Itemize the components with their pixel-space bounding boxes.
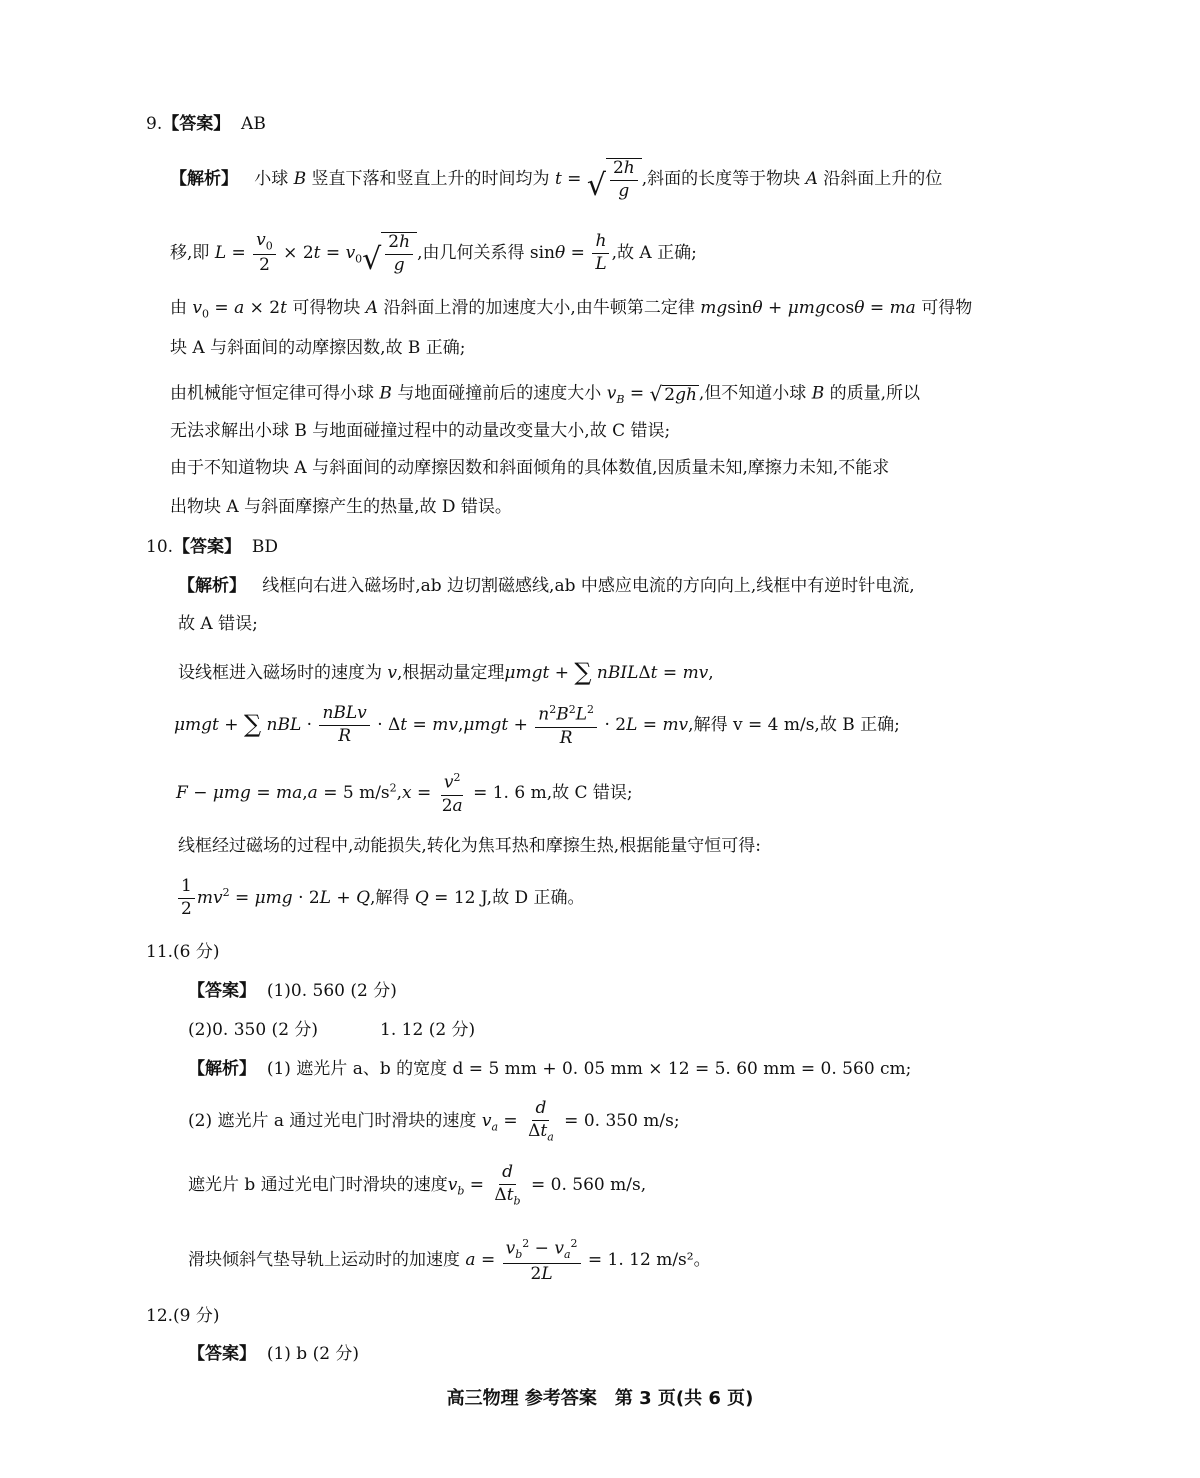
q12-answer-line-1 xyxy=(188,1346,359,1363)
q10-text: ,故 C 错误; xyxy=(546,783,633,804)
q10-formula-half: $\frac{1}{2}$ xyxy=(178,878,195,919)
q11-formula-a: $\frac{v_b^2 - v_a^2}{2L}$ xyxy=(503,1238,581,1283)
q11-text: 遮光片 b 通过光电门时滑块的速度 xyxy=(188,1174,448,1195)
q9-formula-vB: √ 2gh xyxy=(649,382,697,406)
q12-header xyxy=(146,1308,220,1325)
q10-text: 线框向右进入磁场时,ab 边切割磁感线,ab 中感应电流的方向向上,线框中有逆时针电流, xyxy=(262,576,915,596)
q9-number: 9. xyxy=(146,114,163,134)
q10-number: 10. xyxy=(146,537,174,557)
q11-formula-va: d $\Delta t_a$ xyxy=(528,1098,554,1144)
q9-text: 由 xyxy=(170,298,187,318)
q11-analysis-line-1 xyxy=(188,1061,911,1078)
q11-text: 滑块倾斜气垫导轨上运动时的加速度 xyxy=(188,1250,460,1271)
q9-text: 与地面碰撞前后的速度大小 xyxy=(397,383,602,404)
q9-text: 小球 xyxy=(254,168,289,189)
q11-header xyxy=(146,944,220,961)
q9-analysis-line-6: 无法求解出小球 B 与地面碰撞过程中的动量改变量大小,故 C 错误; xyxy=(170,421,671,441)
q11-text: = 1. 12 m/s²。 xyxy=(587,1250,711,1271)
page-footer: 高三物理 参考答案 第 3 页(共 6 页) xyxy=(446,1388,754,1409)
q9-formula-t: √ $\frac{2h}{g}$ xyxy=(587,158,642,201)
q11-score: (6 分) xyxy=(173,942,220,962)
q9-analysis-tag: 【解析】 xyxy=(170,168,238,189)
q9-analysis-line-3: 由 $v_0 = a \times 2t$ 可得物块 A 沿斜面上滑的加速度大小,由牛顿第二定律 mgsinθ + μmgcosθ = ma 可得物 xyxy=(170,298,973,321)
q10-analysis-line-5: F − μmg = ma,a = 5 $m/s^2,x$ = $\frac{v^2}{2a}$ = 1. 6 m,故 C 错误; xyxy=(176,771,633,816)
q10-text: ,故 D 正确。 xyxy=(486,887,585,908)
q9-analysis-line-8: 出物块 A 与斜面摩擦产生的热量,故 D 错误。 xyxy=(170,497,512,517)
q9-analysis-line-1: 【解析】 小球 B 竖直下落和竖直上升的时间均为 t = √ $\frac{2h}{g}$ ,斜面的长度等于物块 A 沿斜面上升的位 xyxy=(170,158,943,203)
q9-formula-h-over-L: $\frac{h}{L}$ xyxy=(592,233,609,274)
q11-analysis-line-3: 遮光片 b 通过光电门时滑块的速度$v_b$ = d $\Delta t_b$ = 0. 560 m/s, xyxy=(188,1162,647,1208)
q9-analysis-line-7: 由于不知道物块 A 与斜面间的动摩擦因数和斜面倾角的具体数值,因质量未知,摩擦力未知,不能求 xyxy=(170,458,890,478)
q10-answer-tag: 【答案】 xyxy=(173,537,242,557)
q10-analysis-line-2: 故 A 错误; xyxy=(178,614,258,634)
q9-answer-tag: 【答案】 xyxy=(162,114,231,134)
q11-answer-tag: 【答案】 xyxy=(188,981,256,1001)
q11-text: (2) 遮光片 a 通过光电门时滑块的速度 xyxy=(188,1110,477,1131)
q11-answer-line-1 xyxy=(188,983,397,1000)
q9-text: 沿斜面上滑的加速度大小,由牛顿第二定律 xyxy=(383,298,695,318)
q10-text: ,解得 xyxy=(370,887,410,908)
q11-text: = 0. 560 m/s, xyxy=(531,1174,647,1195)
q9-text: ,但不知道小球 xyxy=(698,383,807,404)
q11-answer-2: (2)0. 350 (2 分) xyxy=(188,1020,319,1040)
q10-analysis-line-6: 线框经过磁场的过程中,动能损失,转化为焦耳热和摩擦生热,根据能量守恒可得: xyxy=(178,836,761,856)
q10-text: 设线框进入磁场时的速度为 xyxy=(178,663,382,683)
q12-answer-tag: 【答案】 xyxy=(188,1344,256,1364)
q10-answer-value: BD xyxy=(251,537,278,557)
q10-answer-line xyxy=(146,539,278,556)
q9-formula-sqrt: √ $\frac{2h}{g}$ xyxy=(362,232,417,275)
q10-analysis-line-7: $\frac{1}{2}$ $mv^2 = \mu mg \cdot 2L + Q$,解得 Q = 12 J,故 D 正确。 xyxy=(176,878,585,919)
q9-formula-v0-over-2: $\frac{v_0}{2}$ xyxy=(253,232,276,275)
q12-number: 12. xyxy=(146,1306,174,1326)
q9-text: 可得物块 xyxy=(292,298,361,318)
q10-analysis-tag: 【解析】 xyxy=(178,576,246,596)
q9-text: ,由几何关系得 xyxy=(417,242,525,263)
q11-analysis-line-2: (2) 遮光片 a 通过光电门时滑块的速度 $v_a$ = d $\Delta t_a$ = 0. 350 m/s; xyxy=(188,1098,680,1144)
q12-score: (9 分) xyxy=(173,1306,220,1326)
q9-text: 沿斜面上升的位 xyxy=(823,168,943,189)
q10-text: ,根据动量定理 xyxy=(397,663,505,683)
q10-analysis-line-4: μmgt + ∑ nBL · nBLv R · Δt = mv,μmgt + $\frac{n^2B^2L^2}{R}$ · 2L = mv,解得 v = 4 m/s,故 B 正确; xyxy=(174,703,900,748)
q9-text: 的质量,所以 xyxy=(829,383,921,404)
q9-text: 竖直下落和竖直上升的时间均为 xyxy=(311,168,550,189)
q10-formula-v2-over-2a: $\frac{v^2}{2a}$ xyxy=(441,771,463,816)
q9-text: 由机械能守恒定律可得小球 xyxy=(170,383,374,404)
q10-formula-nBLv-over-R: nBLv R xyxy=(319,705,369,746)
q11-text: = 0. 350 m/s; xyxy=(564,1110,680,1131)
q11-answer-3: 1. 12 (2 分) xyxy=(380,1020,476,1040)
q10-analysis-line-3: 设线框进入磁场时的速度为 v,根据动量定理μmgt + ∑ nBILΔt = mv, xyxy=(178,658,714,686)
q11-formula-vb: d $\Delta t_b$ xyxy=(494,1162,521,1208)
q10-formula-n2B2L2-over-R: $\frac{n^2B^2L^2}{R}$ xyxy=(535,704,597,747)
q11-number: 11. xyxy=(146,942,174,962)
q12-answer-1: (1) b (2 分) xyxy=(266,1344,360,1364)
q9-answer-value: AB xyxy=(241,114,266,134)
q9-analysis-line-2: 移,即 L = $\frac{v_0}{2}$ × $2t = v_0$ √ $\frac{2h}{g}$ ,由几何关系得 sinθ = $\frac{h}{L}$ ,故 A 正确; xyxy=(170,230,697,277)
q9-text: ,故 A 正确; xyxy=(611,242,697,263)
q11-answer-1: (1)0. 560 (2 分) xyxy=(266,981,397,1001)
q10-text: ,解得 v = 4 m/s,故 B 正确; xyxy=(688,715,900,736)
q11-analysis-line-4: 滑块倾斜气垫导轨上运动时的加速度 a = $\frac{v_b^2 - v_a^2}{2L}$ = 1. 12 m/s²。 xyxy=(188,1237,711,1284)
q10-analysis-line-1 xyxy=(178,578,915,595)
q9-text: ,斜面的长度等于物块 xyxy=(641,168,801,189)
q9-text: 可得物 xyxy=(921,298,973,318)
q11-answer-line-2 xyxy=(188,1022,475,1039)
q9-answer-line xyxy=(146,116,266,133)
q11-text: (1) 遮光片 a、b 的宽度 d = 5 mm + 0. 05 mm × 12 = 5. 60 mm = 0. 560 cm; xyxy=(266,1059,912,1079)
q9-analysis-line-4: 块 A 与斜面间的动摩擦因数,故 B 正确; xyxy=(170,338,466,358)
q11-analysis-tag: 【解析】 xyxy=(188,1059,256,1079)
q9-text: 移,即 xyxy=(170,242,210,263)
q9-analysis-line-5: 由机械能守恒定律可得小球 B 与地面碰撞前后的速度大小 $v_B$ = √ 2gh ,但不知道小球 B 的质量,所以 xyxy=(170,382,921,406)
